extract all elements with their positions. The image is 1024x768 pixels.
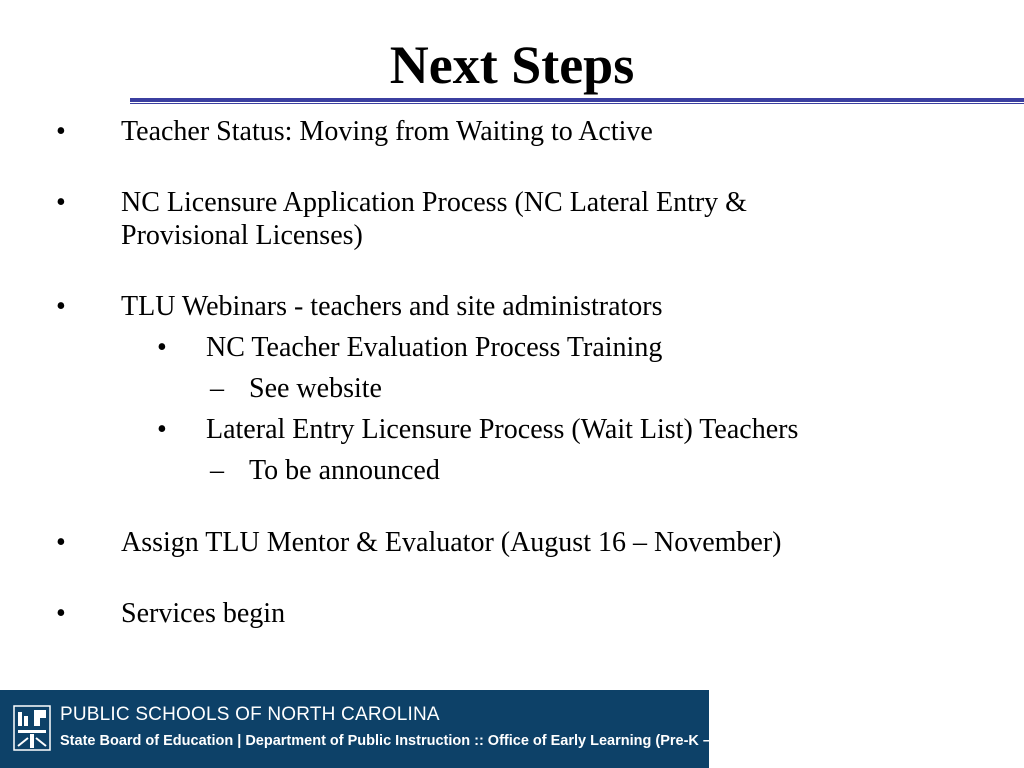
list-item: Services begin: [121, 598, 286, 629]
dash-marker: –: [210, 455, 224, 486]
footer-org-name: PUBLIC SCHOOLS OF NORTH CAROLINA: [60, 704, 440, 725]
state-seal-icon: [12, 702, 52, 754]
dash-marker: –: [210, 373, 224, 404]
sub-bullet-marker: •: [157, 332, 167, 363]
list-item: TLU Webinars - teachers and site administrators: [121, 291, 663, 322]
sub-list-item: NC Teacher Evaluation Process Training: [206, 332, 663, 363]
sub-list-item: Lateral Entry Licensure Process (Wait List) Teachers: [206, 414, 799, 445]
slide-title: Next Steps: [389, 35, 635, 95]
bullet-marker: •: [56, 187, 66, 218]
sub-bullet-marker: •: [157, 414, 167, 445]
sub-sub-list-item: To be announced: [249, 455, 440, 486]
title-divider: [130, 98, 1024, 105]
footer-banner: [0, 690, 774, 768]
footer-department: State Board of Education | Department of Public Instruction :: Office of Early Learning (Pre-K – Grade 3): [60, 733, 774, 749]
list-item: NC Licensure Application Process (NC Lateral Entry &: [121, 187, 747, 218]
sub-sub-list-item: See website: [249, 373, 382, 404]
list-item: Teacher Status: Moving from Waiting to Active: [121, 116, 653, 147]
bullet-marker: •: [56, 527, 66, 558]
list-item: Assign TLU Mentor & Evaluator (August 16 – November): [121, 527, 782, 558]
list-item-continuation: Provisional Licenses): [121, 220, 363, 251]
bullet-marker: •: [56, 598, 66, 629]
bullet-marker: •: [56, 291, 66, 322]
bullet-marker: •: [56, 116, 66, 147]
